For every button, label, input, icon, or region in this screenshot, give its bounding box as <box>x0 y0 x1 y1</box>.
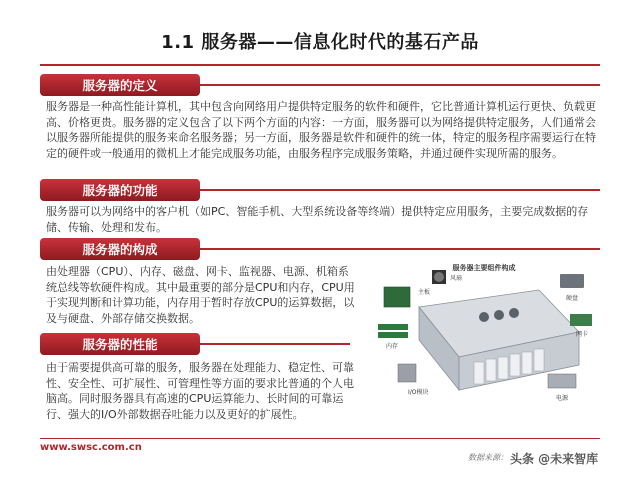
section-text-definition: 服务器是一种高性能计算机，其中包含向网络用户提供特定服务的软件和硬件，它比普通计算机运行更快、负载更高、价格更贵。服务器的定义包含了以下两个方面的内容：一方面，服务器可以为网络提供特定服务，人们通常会以服务器所能提供的服务来命名服务器；另一方面，服务器是软件和硬件的统一体，特定的服务程序需要运行在特定的硬件或一般通用的微机上才能完成服务功能，由服务程序完成服务策略，并通过硬件实现所需的服务。 <box>46 100 596 160</box>
section-rule <box>200 248 600 250</box>
section-rule <box>200 84 600 86</box>
section-header-performance <box>40 333 350 355</box>
watermark: 头条 @未来智库 <box>510 452 599 466</box>
server-components-diagram <box>364 262 604 412</box>
nic-icon <box>570 314 592 326</box>
section-text-composition: 由处理器（CPU）、内存、磁盘、网卡、监视器、电源、机箱系统总线等软硬件构成。其中最重要的部分是CPU和内存，CPU用于实现判断和计算功能，内存用于暂时存放CPU的运算数据，以及与硬盘、外部存储交换数据。 <box>46 265 355 325</box>
section-header-definition <box>40 74 600 96</box>
section-title-composition: 服务器的构成 <box>40 238 200 260</box>
io-module-icon <box>398 364 416 382</box>
footer-source: 数据来源： <box>468 453 508 462</box>
section-title-function: 服务器的功能 <box>40 179 200 201</box>
section-header-composition <box>40 238 600 260</box>
memory-icon <box>378 324 408 330</box>
section-rule <box>200 189 600 191</box>
section-text-performance: 由于需要提供高可靠的服务，服务器在处理能力、稳定性、可靠性、安全性、可扩展性、可管理性等方面的要求比普通的个人电脑高。同时服务器具有高速的CPU运算能力、长时间的可靠运行、强大的I/O外部数据吞吐能力以及更好的扩展性。 <box>46 361 354 421</box>
mainboard-icon <box>384 287 410 307</box>
footer-divider <box>40 438 600 439</box>
section-title-definition: 服务器的定义 <box>40 74 200 96</box>
disk-icon <box>560 274 584 288</box>
server-illustration <box>364 262 604 412</box>
footer-url: www.swsc.com.cn <box>40 442 142 453</box>
psu-icon <box>548 374 576 388</box>
section-header-function <box>40 179 600 201</box>
label-io: I/O模块 <box>408 389 429 396</box>
section-title-performance: 服务器的性能 <box>40 333 200 355</box>
diagram-title: 服务器主要组件构成 <box>452 264 516 272</box>
section-rule <box>200 343 350 345</box>
label-fan: 风扇 <box>450 275 463 282</box>
label-mainboard: 主板 <box>418 289 431 296</box>
label-disk: 硬盘 <box>566 295 579 302</box>
label-nic: 网卡 <box>576 331 589 338</box>
label-psu: 电源 <box>556 395 569 402</box>
section-text-function: 服务器可以为网络中的客户机（如PC、智能手机、大型系统设备等终端）提供特定应用服务，主要完成数据的存储、传输、处理和发布。 <box>46 205 589 234</box>
page-title: 1.1 服务器——信息化时代的基石产品 <box>161 32 479 53</box>
title-divider <box>40 64 600 66</box>
label-memory: 内存 <box>386 343 399 350</box>
